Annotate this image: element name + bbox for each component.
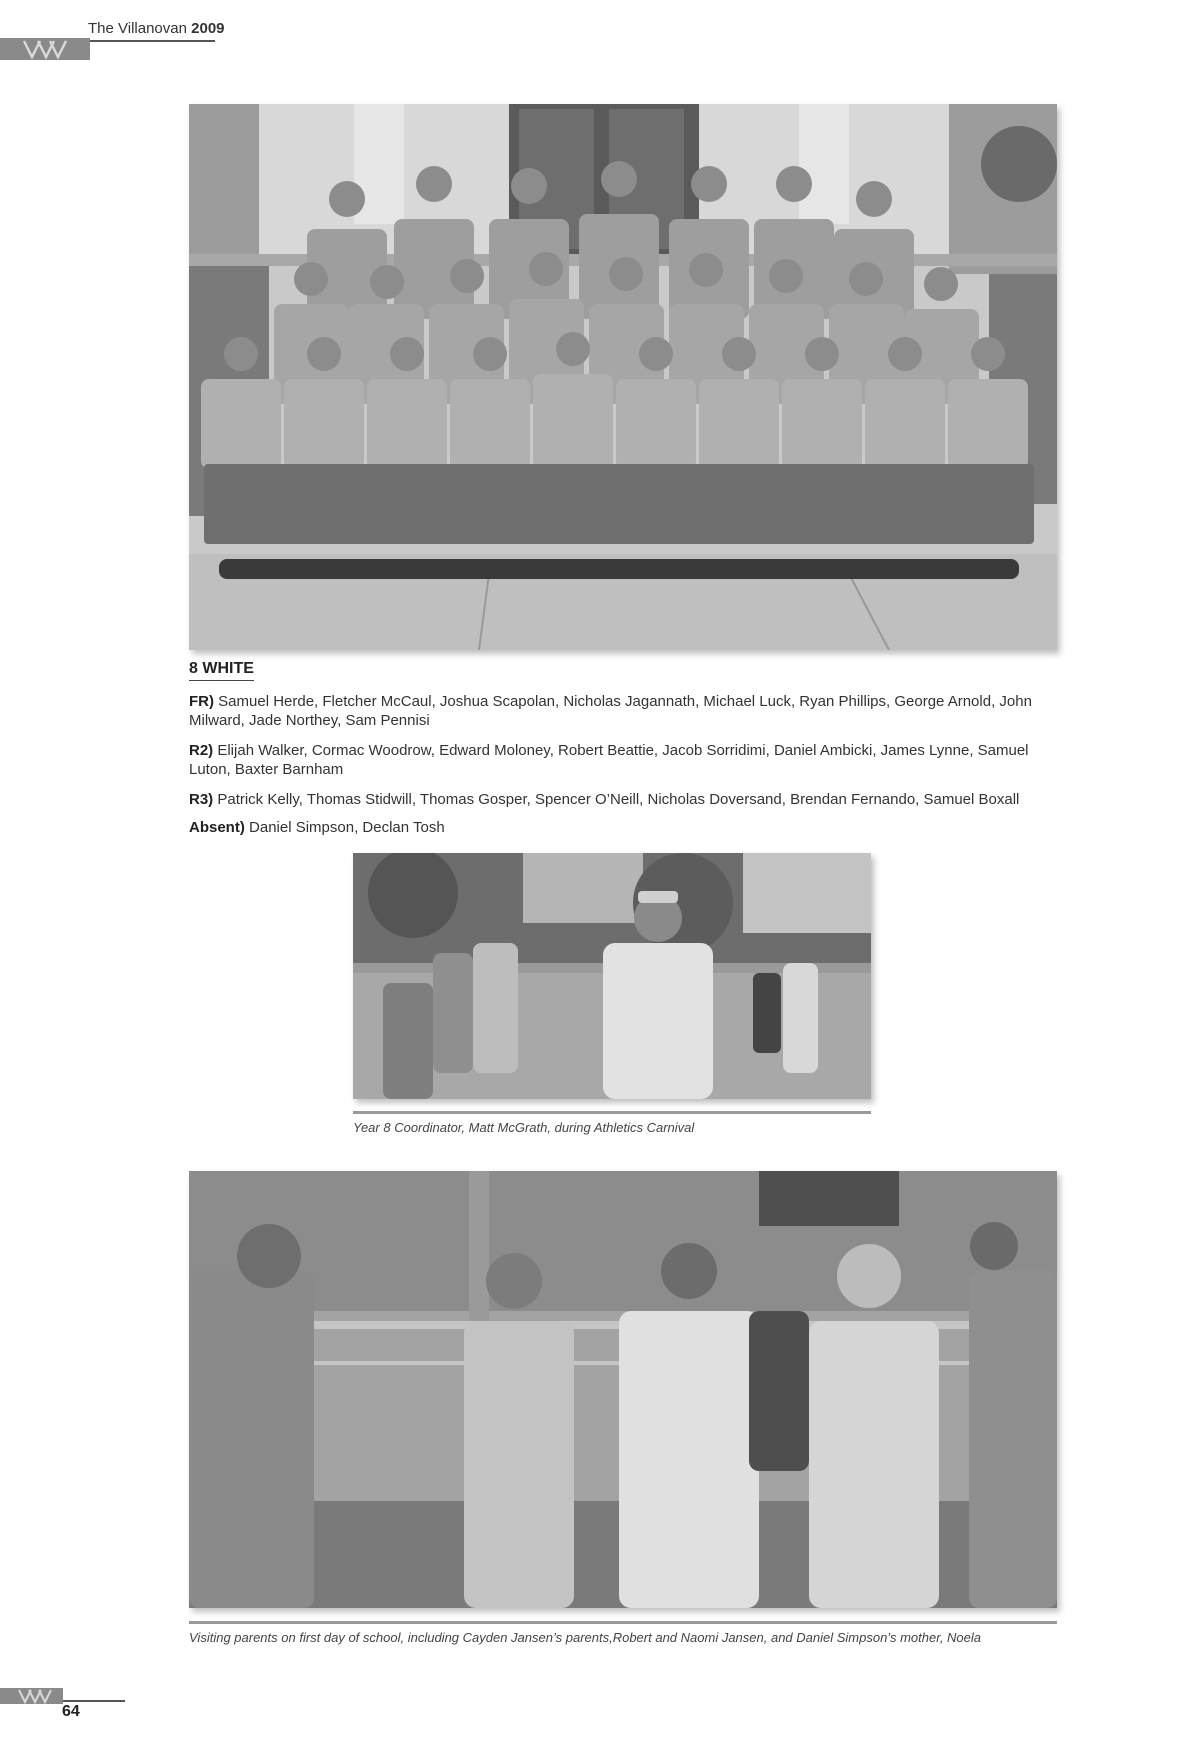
villanova-logo-icon bbox=[16, 1687, 56, 1705]
row-three-names bbox=[189, 790, 1059, 809]
coordinator-photo bbox=[353, 853, 871, 1099]
page-number: 64 bbox=[62, 1703, 80, 1720]
parents-caption: Visiting parents on first day of school, including Cayden Jansen’s parents,Robert and Naomi Jansen, and Daniel Simpson’s mother, Noela bbox=[189, 1630, 982, 1645]
header-rule bbox=[90, 40, 215, 42]
absent-names bbox=[189, 818, 1059, 837]
row-names: Samuel Herde, Fletcher McCaul, Joshua Scapolan, Nicholas Jagannath, Michael Luck, Ryan Phillips, George Arnold, John Milward, Jade Northey, Sam Pennisi bbox=[189, 693, 1032, 729]
front-row-names bbox=[189, 692, 1059, 730]
row-label: FR) bbox=[189, 693, 214, 710]
row-label: R3) bbox=[189, 791, 214, 808]
row-label: R2) bbox=[189, 742, 214, 759]
class-heading: 8 WHITE bbox=[189, 660, 254, 681]
row-names: Patrick Kelly, Thomas Stidwill, Thomas Gosper, Spencer O’Neill, Nicholas Doversand, Brendan Fernando, Samuel Boxall bbox=[217, 791, 1020, 808]
running-header bbox=[88, 20, 225, 37]
parents-photo bbox=[189, 1171, 1057, 1608]
coordinator-caption-rule bbox=[353, 1111, 871, 1114]
coordinator-caption: Year 8 Coordinator, Matt McGrath, during Athletics Carnival bbox=[353, 1120, 695, 1135]
row-names: Daniel Simpson, Declan Tosh bbox=[249, 819, 445, 836]
parents-caption-rule bbox=[189, 1621, 1057, 1624]
publication-year: 2009 bbox=[191, 20, 225, 37]
publication-name: The Villanovan bbox=[88, 20, 187, 37]
row-label: Absent) bbox=[189, 819, 245, 836]
row-two-names bbox=[189, 741, 1059, 779]
class-group-photo bbox=[189, 104, 1057, 650]
row-names: Elijah Walker, Cormac Woodrow, Edward Moloney, Robert Beattie, Jacob Sorridimi, Daniel Ambicki, James Lynne, Samuel Luton, Baxter Barnham bbox=[189, 742, 1029, 778]
footer-rule bbox=[63, 1700, 125, 1702]
villanova-logo-icon bbox=[20, 37, 70, 61]
